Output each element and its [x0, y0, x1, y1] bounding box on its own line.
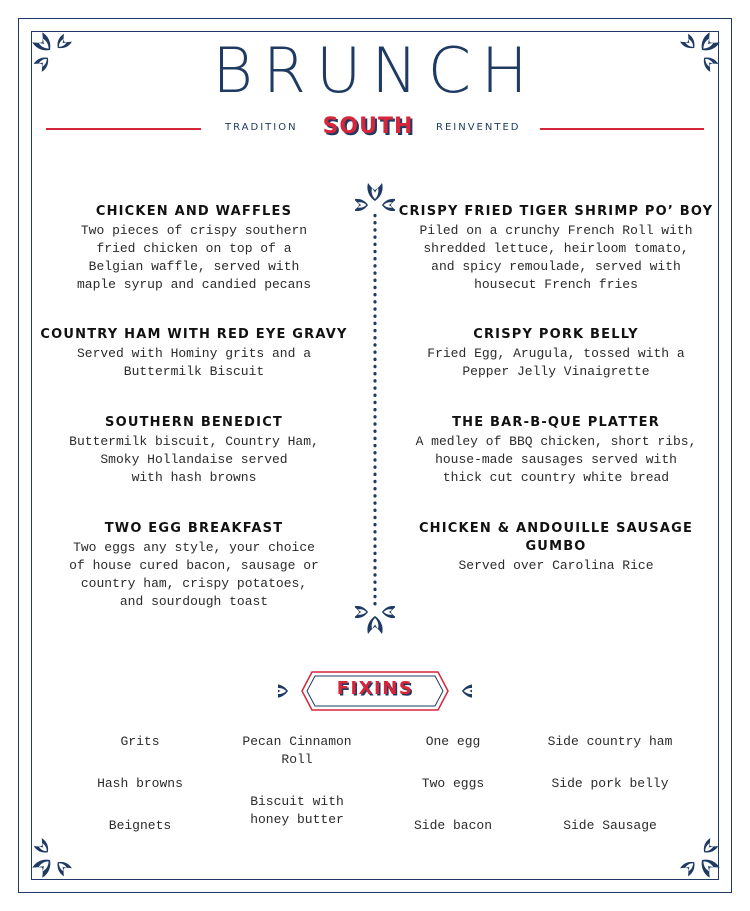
item-name: CHICKEN AND WAFFLES — [95, 204, 293, 219]
tagline-left: TRADITION — [225, 122, 298, 133]
fixin-item: Beignets — [108, 818, 172, 833]
menu-item — [29, 414, 359, 487]
tagline-right: REINVENTED — [436, 122, 521, 133]
item-name: CRISPY PORK BELLY — [473, 327, 639, 342]
item-name: CHICKEN & ANDOUILLE SAUSAGE GUMBO — [418, 521, 694, 554]
item-description: Two pieces of crispy southern fried chicken on top of a Belgian waffle, served with maple syrup and candied pecans — [76, 223, 312, 292]
item-description: Buttermilk biscuit, Country Ham, Smoky Hollandaise served with hash browns — [69, 434, 319, 485]
tagline — [0, 114, 750, 144]
brand-logo-south: SOUTH — [322, 114, 414, 139]
menu-item — [29, 203, 359, 294]
fixin-item: Pecan Cinnamon Roll — [242, 734, 352, 767]
item-description: A medley of BBQ chicken, short ribs, house-made sausages served with thick cut country white bread — [415, 434, 697, 485]
menu-title: BRUNCH — [212, 34, 538, 107]
fixin-item: Biscuit with honey butter — [250, 794, 344, 827]
item-description: Two eggs any style, your choice of house cured bacon, sausage or country ham, crispy potatoes, and sourdough toast — [69, 540, 319, 609]
fixin-item: Hash browns — [97, 776, 183, 791]
fixin-item: Side country ham — [547, 734, 673, 749]
fixin-item: One egg — [425, 734, 481, 749]
item-description: Piled on a crunchy French Roll with shredded lettuce, heirloom tomato, and spicy remoulade, served with housecut French fries — [419, 223, 693, 292]
fixin-item: Two eggs — [421, 776, 485, 791]
menu-item — [391, 520, 721, 575]
corner-tulip-icon — [680, 838, 724, 882]
divider-top-tulip-icon — [355, 175, 395, 211]
item-name: THE BAR-B-QUE PLATTER — [452, 415, 660, 430]
item-name: SOUTHERN BENEDICT — [105, 415, 283, 430]
fixins-heading — [278, 670, 472, 712]
menu-item — [391, 326, 721, 381]
item-description: Served with Hominy grits and a Buttermilk Biscuit — [76, 346, 312, 379]
tagline-rule-right — [540, 128, 704, 130]
fixin-item: Side pork belly — [551, 776, 669, 791]
corner-tulip-icon — [28, 838, 72, 882]
tagline-rule-left — [46, 128, 201, 130]
menu-item — [29, 520, 359, 611]
menu-item — [391, 203, 721, 294]
column-divider — [372, 212, 378, 606]
item-name: TWO EGG BREAKFAST — [104, 521, 284, 536]
item-name: COUNTRY HAM WITH RED EYE GRAVY — [40, 327, 348, 342]
item-description: Served over Carolina Rice — [458, 558, 654, 573]
menu-item — [391, 414, 721, 487]
fixin-item: Side Sausage — [563, 818, 657, 833]
divider-bottom-tulip-icon — [355, 606, 395, 642]
item-description: Fried Egg, Arugula, tossed with a Pepper Jelly Vinaigrette — [427, 346, 685, 379]
item-name: CRISPY FRIED TIGER SHRIMP PO’ BOY — [398, 204, 714, 219]
menu-item — [29, 326, 359, 381]
fixin-item: Side bacon — [413, 818, 492, 833]
fixin-item: Grits — [120, 734, 160, 749]
fixins-label: FIXINS — [336, 678, 414, 699]
